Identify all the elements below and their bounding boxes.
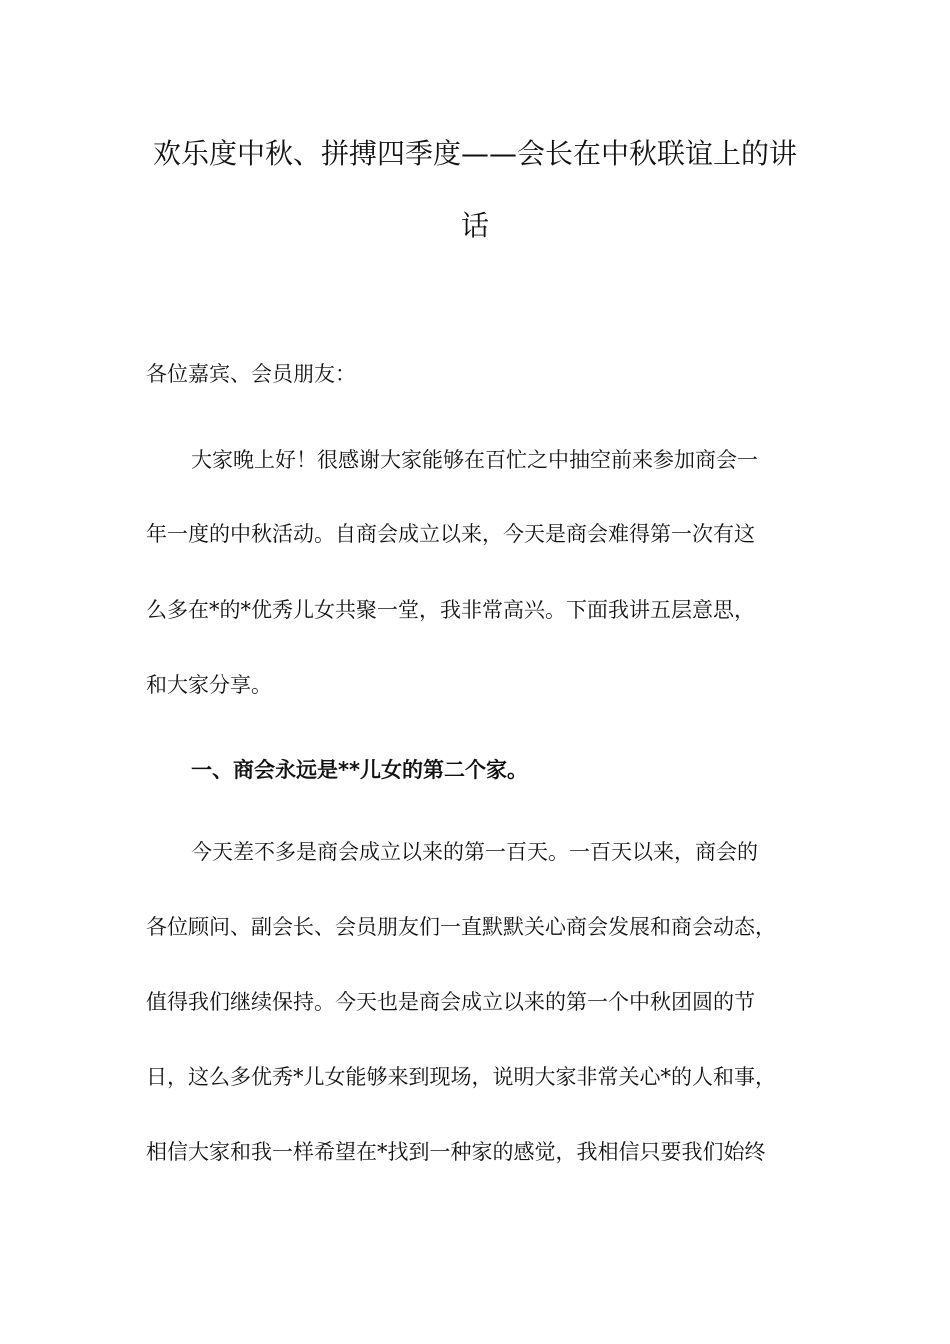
section-heading-1: 一、商会永远是**儿女的第二个家。	[191, 758, 528, 782]
paragraph-1-line-2: 年一度的中秋活动。自商会成立以来，今天是商会难得第一次有这	[146, 522, 755, 546]
paragraph-1-line-1: 大家晚上好！很感谢大家能够在百忙之中抽空前来参加商会一	[191, 448, 758, 472]
paragraph-1-line-3: 么多在*的*优秀儿女共聚一堂，我非常高兴。下面我讲五层意思，	[146, 598, 755, 622]
paragraph-1-line-4: 和大家分享。	[146, 673, 272, 697]
document-title-line-2: 话	[460, 209, 489, 242]
salutation: 各位嘉宾、会员朋友：	[146, 362, 356, 386]
paragraph-2-line-3: 值得我们继续保持。今天也是商会成立以来的第一个中秋团圆的节	[146, 990, 755, 1014]
paragraph-2-line-1: 今天差不多是商会成立以来的第一百天。一百天以来，商会的	[191, 840, 758, 864]
paragraph-2-line-4: 日，这么多优秀*儿女能够来到现场，说明大家非常关心*的人和事，	[146, 1065, 776, 1089]
paragraph-2-line-5: 相信大家和我一样希望在*找到一种家的感觉，我相信只要我们始终	[146, 1140, 766, 1164]
paragraph-2-line-2: 各位顾问、副会长、会员朋友们一直默默关心商会发展和商会动态，	[146, 915, 776, 939]
document-title-line-1: 欢乐度中秋、拼搏四季度——会长在中秋联谊上的讲	[152, 137, 797, 170]
